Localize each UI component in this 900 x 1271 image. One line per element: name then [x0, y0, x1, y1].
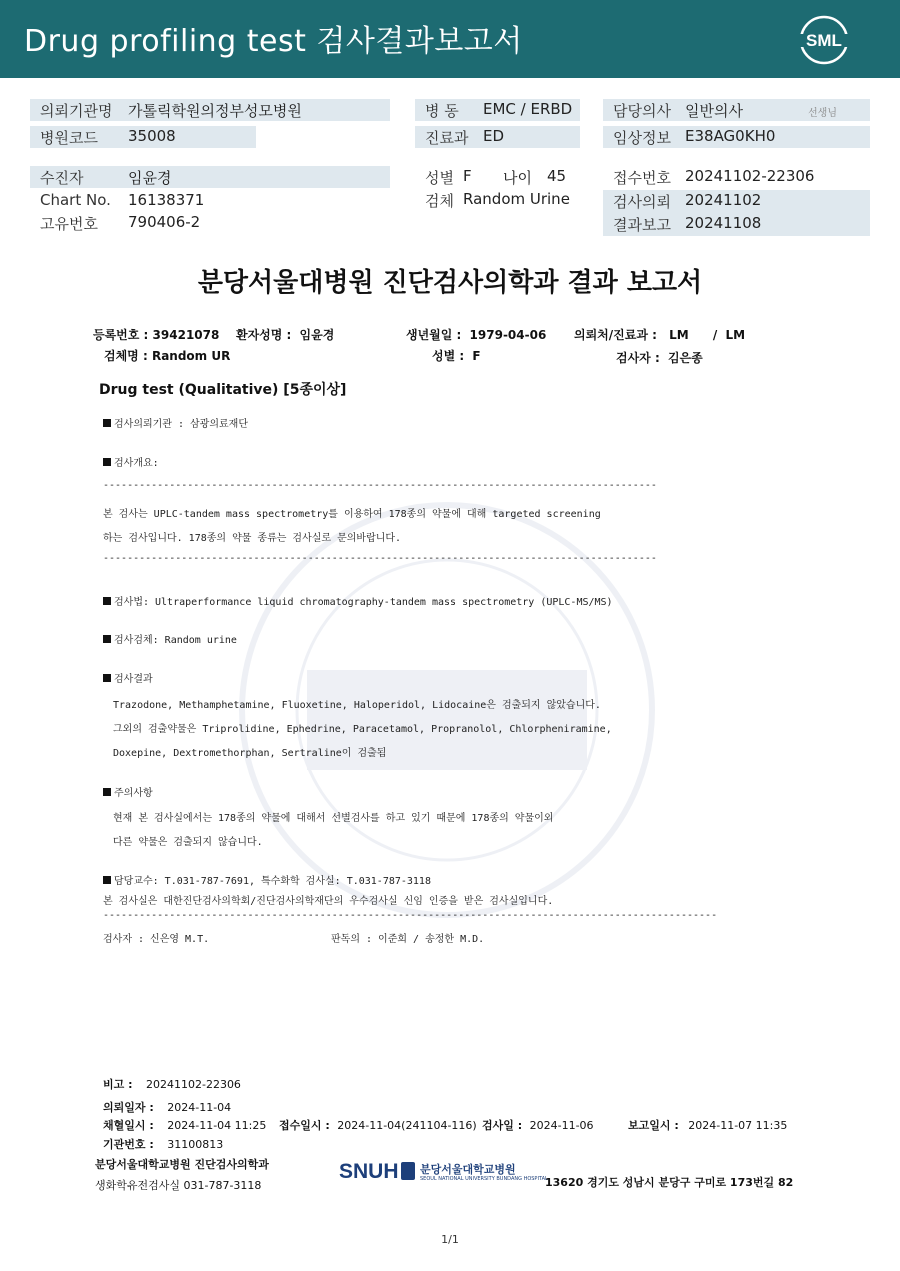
- report-label: 결과보고: [613, 216, 671, 234]
- sex-age-row: [415, 166, 585, 188]
- clinical-label: 임상정보: [613, 129, 671, 147]
- report-title: 분당서울대병원 진단검사의학과 결과 보고서: [197, 268, 703, 298]
- reg-label: 등록번호 :: [93, 328, 149, 342]
- result-head-line: [103, 670, 153, 685]
- report-sex-value: F: [472, 349, 481, 363]
- report-time-value: 2024-11-07 11:35: [688, 1119, 788, 1132]
- receipt-value: 20241102-22306: [685, 167, 815, 185]
- dept-row: [415, 126, 580, 148]
- sml-logo-text: SML: [806, 31, 842, 50]
- request-label: 검사의뢰: [613, 193, 671, 211]
- doctor-value: 일반의사: [685, 102, 743, 120]
- test-date-label: 검사일 :: [482, 1119, 523, 1132]
- req-date-label: 의뢰일자 :: [103, 1101, 154, 1114]
- req-date-value: 2024-11-04: [167, 1101, 232, 1114]
- req-date-field: [103, 1099, 231, 1115]
- overview-head-text: 검사개요:: [114, 458, 159, 469]
- bullet-square-icon: [103, 674, 111, 682]
- dob-label: 생년월일 :: [406, 328, 462, 342]
- req-dept-field: [574, 326, 745, 343]
- specimen-line: [103, 631, 237, 646]
- age-label: 나이: [503, 169, 532, 187]
- specimen-name-label: 검체명 :: [104, 349, 148, 363]
- receipt-row: [603, 166, 870, 188]
- lab-org-text: 검사의뢰기관 : 삼광의료재단: [114, 419, 248, 430]
- chart-value: 16138371: [128, 191, 205, 209]
- collect-field: [103, 1117, 266, 1133]
- test-date-value: 2024-11-06: [529, 1119, 594, 1132]
- caution-head-text: 주의사항: [114, 788, 153, 799]
- report-time-field: [628, 1117, 787, 1133]
- sex-value: F: [463, 167, 472, 185]
- note-value: 20241102-22306: [145, 1078, 241, 1091]
- collect-value: 2024-11-04 11:25: [167, 1119, 267, 1132]
- overview-line-2: 하는 검사입니다. 178종의 약물 종류는 검사실로 문의바랍니다.: [103, 533, 402, 544]
- address-text: 13620 경기도 성남시 분당구 구미로 173번길 82: [545, 1176, 794, 1189]
- specimen-label: 검체: [425, 192, 454, 210]
- result-head-text: 검사결과: [114, 674, 153, 685]
- overview-head-line: [103, 454, 159, 469]
- request-value: 20241102: [685, 191, 762, 209]
- receive-field: [279, 1117, 477, 1133]
- reg-value: 39421078: [152, 328, 220, 342]
- snuh-logo: [339, 1160, 548, 1190]
- requesting-org-label: 의뢰기관명: [40, 102, 113, 120]
- org-code-field: [103, 1136, 223, 1152]
- ward-row: [415, 99, 580, 121]
- receive-label: 접수일시 :: [279, 1119, 330, 1132]
- page-title: Drug profiling test 검사결과보고서: [24, 24, 523, 59]
- note-field: [103, 1076, 241, 1092]
- dash-line-2: ------------------------------------------------------------------------------------------------------: [103, 910, 718, 921]
- hospital-code-label: 병원코드: [40, 129, 98, 147]
- snuh-logo-mark-icon: [401, 1162, 415, 1180]
- doctor-label: 담당의사: [613, 102, 671, 120]
- specimen-field: [104, 347, 230, 364]
- receipt-label: 접수번호: [613, 169, 671, 187]
- cert-line: 본 검사실은 대한진단검사의학회/진단검사의학재단의 우수검사실 신임 인증을 받은 검사실입니다.: [103, 896, 554, 907]
- page-number: 1/1: [441, 1233, 459, 1246]
- hospital-code-row: [30, 126, 256, 148]
- ward-label: 병 동: [425, 102, 459, 120]
- lab-org-line: [103, 415, 248, 430]
- dept-name: [95, 1156, 269, 1172]
- org-code-value: 31100813: [167, 1138, 224, 1151]
- age-value: 45: [547, 167, 567, 185]
- result-line-3: Doxepine, Dextromethorphan, Sertraline이 검출됨: [113, 748, 387, 759]
- chart-row: [30, 190, 390, 212]
- address: [545, 1174, 793, 1190]
- dept-value: ED: [483, 127, 505, 145]
- specimen-name-value: Random UR: [151, 349, 231, 363]
- contact-line: [103, 872, 431, 887]
- method-line: [103, 593, 613, 608]
- collect-label: 채혈일시 :: [103, 1119, 154, 1132]
- report-sex-label: 성별 :: [432, 349, 465, 363]
- dept-name-text: 분당서울대학교병원 진단검사의학과: [95, 1158, 269, 1171]
- report-sex-field: [432, 347, 481, 364]
- ward-value: EMC / ERBD: [483, 100, 573, 118]
- note-label: 비고 :: [103, 1078, 133, 1091]
- caution-line-1: 현재 본 검사실에서는 178종의 약물에 대해서 선별검사를 하고 있기 때문에 178종의 약물이외: [113, 813, 554, 824]
- receive-value: 2024-11-04(241104-116): [337, 1119, 477, 1132]
- result-line-1: Trazodone, Methamphetamine, Fluoxetine, Haloperidol, Lidocaine은 검출되지 않았습니다.: [113, 700, 601, 711]
- header-bar: [0, 0, 900, 78]
- report-value: 20241108: [685, 214, 762, 232]
- caution-line-2: 다른 약물은 검출되지 않습니다.: [113, 837, 263, 848]
- test-date-field: [482, 1117, 594, 1133]
- tester-label: 검사자 :: [616, 351, 660, 365]
- bullet-square-icon: [103, 419, 111, 427]
- report-time-label: 보고일시 :: [628, 1119, 679, 1132]
- clinical-value: E38AG0KH0: [685, 127, 776, 145]
- specimen-row: [415, 189, 585, 211]
- id-label: 고유번호: [40, 215, 98, 233]
- snuh-logo-text: SNUH: [339, 1160, 399, 1183]
- contact-text: 담당교수: T.031-787-7691, 특수화학 검사실: T.031-787-3118: [114, 876, 431, 887]
- dash-line: --------------------------------------------------------------------------------------------: [103, 553, 657, 564]
- sex-label: 성별: [425, 169, 454, 187]
- req-dept-value-2: LM: [725, 328, 746, 342]
- chart-label: Chart No.: [40, 191, 111, 209]
- bullet-square-icon: [103, 458, 111, 466]
- tester-field: [616, 349, 703, 366]
- dob-value: 1979-04-06: [469, 328, 547, 342]
- request-report-block: [603, 190, 870, 236]
- snuh-logo-english: SEOUL NATIONAL UNIVERSITY BUNDANG HOSPITAL: [420, 1176, 548, 1182]
- method-text: 검사법: Ultraperformance liquid chromatography-tandem mass spectrometry (UPLC-MS/MS): [114, 597, 613, 608]
- patient-row: [30, 166, 390, 188]
- org-code-label: 기관번호 :: [103, 1138, 154, 1151]
- dept-label: 진료과: [425, 129, 469, 147]
- reviewer-line: 판독의 : 이준희 / 송정한 M.D.: [331, 934, 485, 945]
- hospital-code-value: 35008: [128, 127, 176, 145]
- doctor-row: [603, 99, 870, 121]
- requesting-org-row: [30, 99, 390, 121]
- reg-field: [93, 326, 219, 343]
- clinical-row: [603, 126, 870, 148]
- dob-field: [406, 326, 546, 343]
- dash-line: --------------------------------------------------------------------------------------------: [103, 480, 657, 491]
- bullet-square-icon: [103, 635, 111, 643]
- bullet-square-icon: [103, 597, 111, 605]
- bullet-square-icon: [103, 876, 111, 884]
- test-title: Drug test (Qualitative) [5종이상]: [99, 382, 347, 398]
- patient-label: 수진자: [40, 169, 84, 187]
- sml-logo: [798, 14, 850, 66]
- req-dept-label: 의뢰처/진료과 :: [574, 328, 657, 342]
- specimen-text: 검사검체: Random urine: [114, 635, 237, 646]
- req-dept-value: LM: [669, 328, 689, 342]
- result-line-2: 그외의 검출약물은 Triprolidine, Ephedrine, Paracetamol, Propranolol, Chlorpheniramine,: [113, 724, 612, 735]
- caution-head-line: [103, 784, 153, 799]
- snuh-logo-korean: 분당서울대학교병원: [420, 1163, 516, 1176]
- name-value: 임윤경: [299, 328, 335, 342]
- tester-value: 김은종: [667, 351, 703, 365]
- name-field: [236, 326, 334, 343]
- body-tester-line: 검사자 : 신은영 M.T.: [103, 934, 210, 945]
- name-label: 환자성명 :: [236, 328, 292, 342]
- overview-line-1: 본 검사는 UPLC-tandem mass spectrometry를 이용하여 178종의 약물에 대해 targeted screening: [103, 509, 601, 520]
- patient-value: 임윤경: [128, 169, 172, 187]
- id-value: 790406-2: [128, 213, 201, 231]
- req-dept-separator: /: [712, 328, 718, 342]
- requesting-org-value: 가톨릭학원의정부성모병원: [128, 102, 302, 120]
- id-row: [30, 212, 390, 234]
- doctor-suffix: 선생님: [808, 108, 837, 119]
- specimen-value: Random Urine: [463, 190, 570, 208]
- bullet-square-icon: [103, 788, 111, 796]
- lab-phone: 생화학유전검사실 031-787-3118: [95, 1179, 262, 1192]
